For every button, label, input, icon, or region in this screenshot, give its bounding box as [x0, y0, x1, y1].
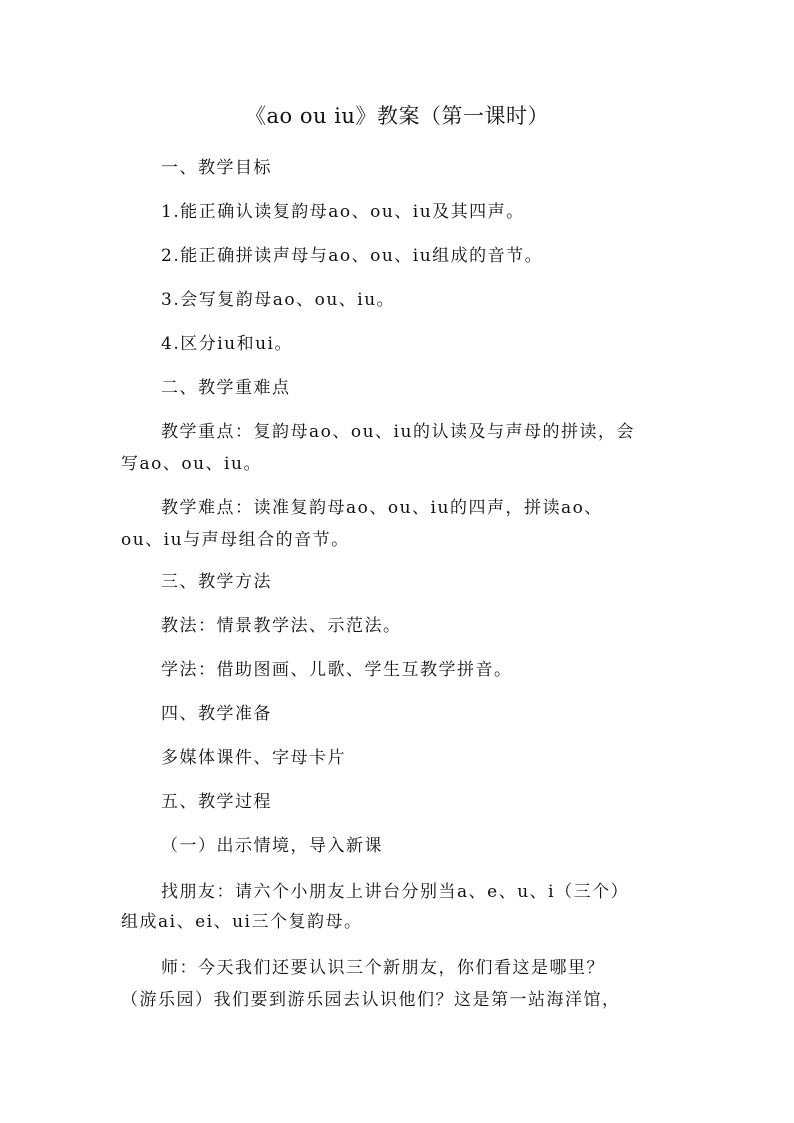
goal-item-2: 2.能正确拼读声母与ao、ou、iu组成的音节。 — [161, 246, 544, 266]
methods-heading: 三、教学方法 — [161, 572, 272, 592]
keypoint-line-2: 写ao、ou、iu。 — [121, 454, 262, 474]
keypoint-line-1: 教学重点：复韵母ao、ou、iu的认读及与声母的拼读，会 — [161, 422, 635, 442]
goal-item-1: 1.能正确认读复韵母ao、ou、iu及其四声。 — [161, 202, 525, 222]
preparation-items: 多媒体课件、字母卡片 — [161, 748, 346, 768]
learning-method: 学法：借助图画、儿歌、学生互教学拼音。 — [161, 660, 513, 680]
difficulty-line-2: ou、iu与声母组合的音节。 — [121, 530, 350, 550]
teacher-line-2: （游乐园）我们要到游乐园去认识他们？这是第一站海洋馆， — [121, 990, 621, 1010]
document-title: 《ao ou iu》教案（第一课时） — [245, 104, 549, 128]
process-heading: 五、教学过程 — [161, 792, 272, 812]
teacher-line-1: 师：今天我们还要认识三个新朋友，你们看这是哪里？ — [161, 958, 605, 978]
find-friends-line-1: 找朋友：请六个小朋友上讲台分别当a、e、u、i（三个） — [161, 882, 630, 902]
difficulty-line-1: 教学难点：读准复韵母ao、ou、iu的四声，拼读ao、 — [161, 498, 603, 518]
teaching-method: 教法：情景教学法、示范法。 — [161, 616, 402, 636]
preparation-heading: 四、教学准备 — [161, 704, 272, 724]
step-1-heading: （一）出示情境，导入新课 — [161, 836, 383, 856]
goal-item-3: 3.会写复韵母ao、ou、iu。 — [161, 290, 396, 310]
find-friends-line-2: 组成ai、ei、ui三个复韵母。 — [121, 912, 363, 932]
goal-item-4: 4.区分iu和ui。 — [161, 334, 293, 354]
goals-heading: 一、教学目标 — [161, 158, 272, 178]
keypoints-heading: 二、教学重难点 — [161, 378, 291, 398]
